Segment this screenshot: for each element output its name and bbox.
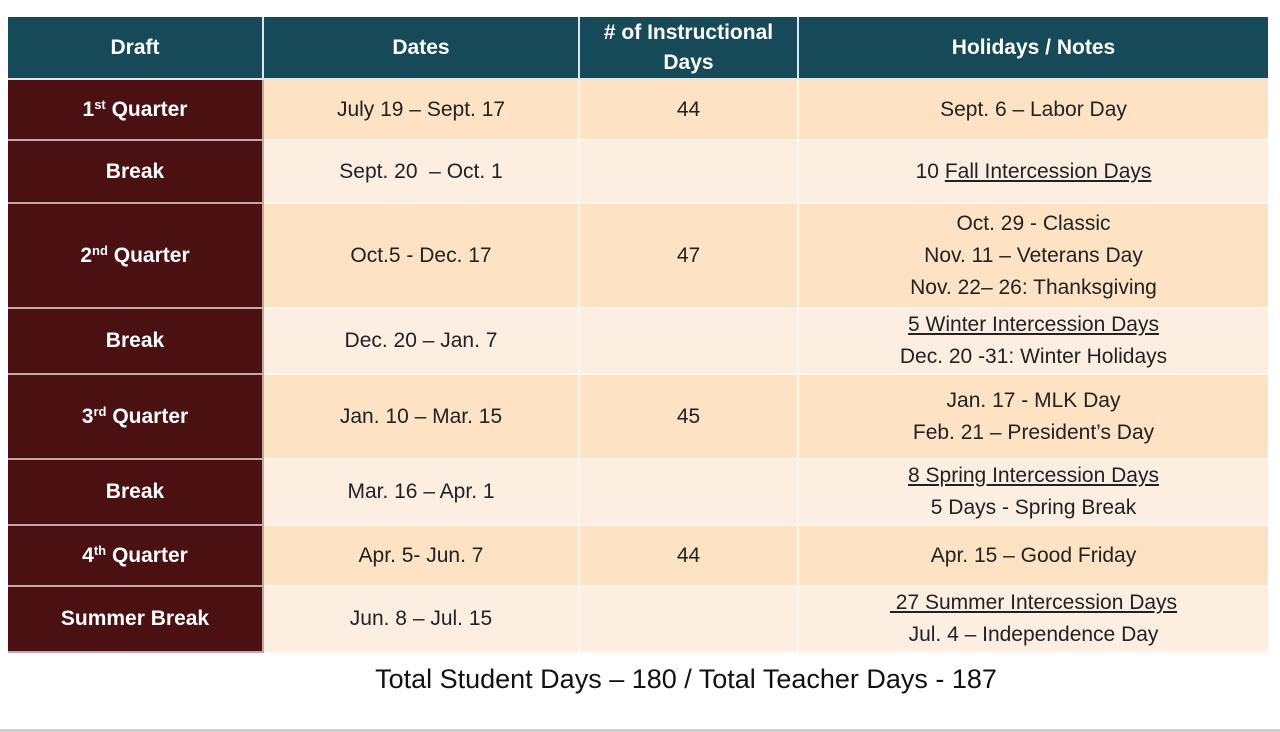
table-row — [8, 308, 1268, 374]
school-calendar-table — [8, 17, 1268, 653]
table-row — [8, 79, 1268, 140]
period-name: Quarter — [105, 97, 188, 121]
instructional-days: 44 — [579, 79, 798, 140]
instructional-days — [579, 308, 798, 374]
period-name: Break — [105, 329, 165, 352]
header-dates: Dates — [263, 17, 579, 79]
date-range: Sept. 20 – Oct. 1 — [263, 140, 579, 203]
note-line: 8 Spring Intercession Days — [908, 464, 1159, 487]
period-number: 1 — [82, 97, 95, 121]
note-line: Dec. 20 -31: Winter Holidays — [899, 345, 1168, 368]
instructional-days: 44 — [579, 525, 798, 586]
period-label — [8, 79, 263, 140]
note-count: 10 — [915, 159, 945, 183]
period-number: 3 — [81, 404, 94, 428]
note-line: Jul. 4 – Independence Day — [908, 623, 1159, 646]
period-name: Quarter — [107, 243, 190, 267]
date-range: Dec. 20 – Jan. 7 — [263, 308, 579, 374]
period-label — [8, 140, 263, 203]
instructional-days — [579, 140, 798, 203]
ordinal-suffix: th — [93, 542, 107, 558]
holidays-notes — [798, 525, 1268, 586]
table-row — [8, 203, 1268, 308]
date-range: Oct.5 - Dec. 17 — [263, 203, 579, 308]
period-label — [8, 374, 263, 459]
holidays-notes — [798, 308, 1268, 374]
note-line: 5 Days - Spring Break — [930, 496, 1137, 519]
table-header-row — [8, 17, 1268, 79]
table-row — [8, 586, 1268, 652]
holidays-notes — [798, 79, 1268, 140]
note-line: Oct. 29 - Classic — [956, 211, 1111, 235]
instructional-days — [579, 459, 798, 525]
period-label — [8, 203, 263, 308]
instructional-days: 47 — [579, 203, 798, 308]
note-text: Fall Intercession Days — [944, 159, 1152, 183]
period-label — [8, 586, 263, 652]
period-label — [8, 459, 263, 525]
note-line: Nov. 11 – Veterans Day — [924, 243, 1143, 267]
header-holidays-notes: Holidays / Notes — [798, 17, 1268, 79]
period-label — [8, 525, 263, 586]
table-row — [8, 459, 1268, 525]
totals-summary: Total Student Days – 180 / Total Teacher Days - 187 — [375, 664, 997, 694]
date-range: July 19 – Sept. 17 — [263, 79, 579, 140]
period-label — [8, 308, 263, 374]
note-line: Nov. 22– 26: Thanksgiving — [910, 275, 1157, 299]
period-name: Quarter — [106, 543, 188, 567]
note-line: Apr. 15 – Good Friday — [930, 543, 1137, 567]
instructional-days: 45 — [579, 374, 798, 459]
ordinal-suffix: nd — [92, 242, 108, 258]
period-name: Break — [105, 480, 165, 503]
date-range: Apr. 5- Jun. 7 — [263, 525, 579, 586]
date-range: Jun. 8 – Jul. 15 — [263, 586, 579, 652]
table-row — [8, 374, 1268, 459]
holidays-notes — [798, 459, 1268, 525]
period-name: Quarter — [106, 404, 189, 428]
date-range: Mar. 16 – Apr. 1 — [263, 459, 579, 525]
header-instructional-days: # of Instructional Days — [579, 17, 798, 79]
ordinal-suffix: st — [94, 96, 106, 112]
period-number: 2 — [80, 243, 93, 267]
ordinal-suffix: rd — [93, 403, 107, 419]
holidays-notes — [798, 586, 1268, 652]
table-row — [8, 140, 1268, 203]
holidays-notes — [798, 374, 1268, 459]
note-line: 27 Summer Intercession Days — [889, 591, 1178, 614]
header-draft: Draft — [8, 17, 263, 79]
period-name: Summer Break — [60, 607, 210, 630]
note-line: Jan. 17 - MLK Day — [946, 388, 1121, 412]
note-line: Feb. 21 – President’s Day — [912, 420, 1155, 444]
holidays-notes — [798, 140, 1268, 203]
period-name: Break — [105, 159, 165, 183]
note-line: Sept. 6 – Labor Day — [940, 97, 1127, 121]
date-range: Jan. 10 – Mar. 15 — [263, 374, 579, 459]
instructional-days — [579, 586, 798, 652]
period-number: 4 — [82, 543, 94, 567]
note-line: 5 Winter Intercession Days — [908, 313, 1159, 336]
table-row — [8, 525, 1268, 586]
holidays-notes — [798, 203, 1268, 308]
note-line — [803, 156, 1264, 188]
